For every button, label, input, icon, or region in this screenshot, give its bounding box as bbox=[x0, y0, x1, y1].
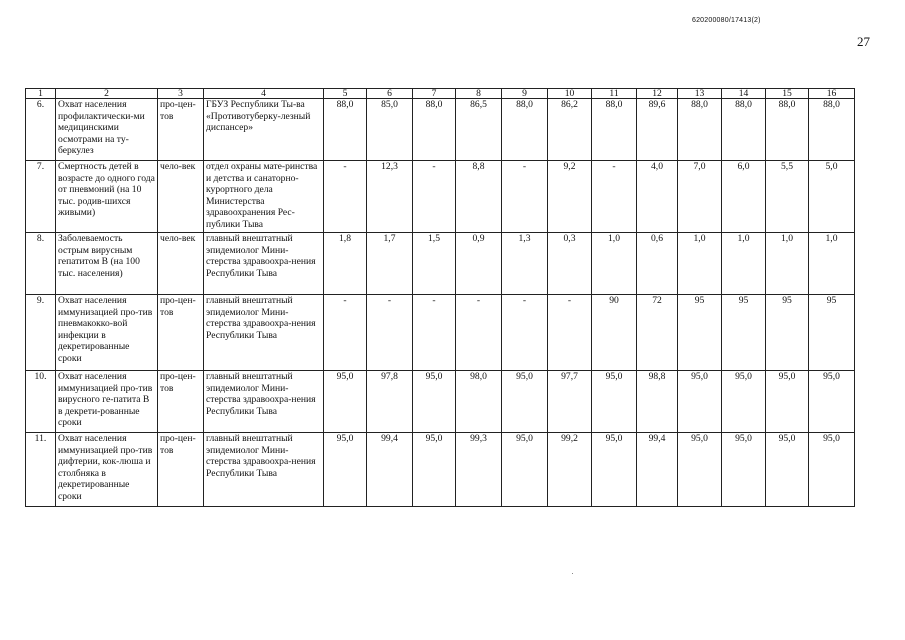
value-cell: 95 bbox=[678, 295, 722, 371]
row-number-cell: 6. bbox=[26, 99, 56, 161]
header-cell: 13 bbox=[678, 89, 722, 99]
value-cell: 12,3 bbox=[367, 161, 413, 233]
header-cell: 9 bbox=[502, 89, 548, 99]
value-cell: 99,3 bbox=[456, 433, 502, 507]
value-cell: 88,0 bbox=[766, 99, 809, 161]
unit-cell: про-цен-тов bbox=[158, 295, 204, 371]
value-cell: 86,5 bbox=[456, 99, 502, 161]
value-cell: 97,7 bbox=[548, 371, 592, 433]
value-cell: 1,7 bbox=[367, 233, 413, 295]
value-cell: 1,3 bbox=[502, 233, 548, 295]
value-cell: 95,0 bbox=[766, 433, 809, 507]
value-cell: 86,2 bbox=[548, 99, 592, 161]
value-cell: 95,0 bbox=[722, 433, 766, 507]
value-cell: - bbox=[413, 161, 456, 233]
value-cell: 4,0 bbox=[637, 161, 678, 233]
table-row bbox=[26, 433, 855, 507]
responsible-cell: главный внештатный эпидемиолог Мини-стерства здравоохра-нения Республики Тыва bbox=[204, 371, 324, 433]
value-cell: - bbox=[456, 295, 502, 371]
table-row bbox=[26, 161, 855, 233]
value-cell: 1,0 bbox=[809, 233, 855, 295]
indicator-cell: Охват населения иммунизацией про-тив дифтерии, кок-люша и столбняка в декретированные сроки bbox=[56, 433, 158, 507]
header-cell: 6 bbox=[367, 89, 413, 99]
value-cell: 72 bbox=[637, 295, 678, 371]
indicator-cell: Охват населения иммунизацией про-тив пневмакокко-вой инфекции в декретированные сроки bbox=[56, 295, 158, 371]
row-number-cell: 8. bbox=[26, 233, 56, 295]
value-cell: 95,0 bbox=[722, 371, 766, 433]
header-cell: 8 bbox=[456, 89, 502, 99]
value-cell: 95,0 bbox=[413, 433, 456, 507]
value-cell: - bbox=[548, 295, 592, 371]
value-cell: 1,0 bbox=[678, 233, 722, 295]
header-cell: 1 bbox=[26, 89, 56, 99]
scan-artifact bbox=[572, 573, 573, 574]
value-cell: 99,4 bbox=[367, 433, 413, 507]
value-cell: 98,0 bbox=[456, 371, 502, 433]
value-cell: 95,0 bbox=[809, 433, 855, 507]
value-cell: 95,0 bbox=[324, 371, 367, 433]
unit-cell: про-цен-тов bbox=[158, 371, 204, 433]
responsible-cell: главный внештатный эпидемиолог Мини-стерства здравоохра-нения Республики Тыва bbox=[204, 295, 324, 371]
value-cell: 95 bbox=[809, 295, 855, 371]
value-cell: 95,0 bbox=[502, 433, 548, 507]
value-cell: 95,0 bbox=[678, 371, 722, 433]
row-number-cell: 7. bbox=[26, 161, 56, 233]
value-cell: 95,0 bbox=[413, 371, 456, 433]
value-cell: 88,0 bbox=[324, 99, 367, 161]
value-cell: 88,0 bbox=[722, 99, 766, 161]
value-cell: 6,0 bbox=[722, 161, 766, 233]
row-number-cell: 11. bbox=[26, 433, 56, 507]
document-code: 620200080/17413(2) bbox=[692, 17, 761, 24]
indicators-table bbox=[25, 88, 855, 507]
value-cell: 85,0 bbox=[367, 99, 413, 161]
table-row bbox=[26, 233, 855, 295]
header-cell: 15 bbox=[766, 89, 809, 99]
indicator-cell: Охват населения иммунизацией про-тив вирусного ге-патита В в декрети-рованные сроки bbox=[56, 371, 158, 433]
value-cell: 99,4 bbox=[637, 433, 678, 507]
value-cell: 90 bbox=[592, 295, 637, 371]
table-row bbox=[26, 371, 855, 433]
value-cell: 0,3 bbox=[548, 233, 592, 295]
value-cell: 8,8 bbox=[456, 161, 502, 233]
header-cell: 4 bbox=[204, 89, 324, 99]
table-row bbox=[26, 99, 855, 161]
table-row bbox=[26, 295, 855, 371]
row-number-cell: 10. bbox=[26, 371, 56, 433]
value-cell: - bbox=[592, 161, 637, 233]
value-cell: 1,5 bbox=[413, 233, 456, 295]
value-cell: 88,0 bbox=[502, 99, 548, 161]
value-cell: 98,8 bbox=[637, 371, 678, 433]
value-cell: - bbox=[413, 295, 456, 371]
unit-cell: чело-век bbox=[158, 161, 204, 233]
value-cell: 95,0 bbox=[809, 371, 855, 433]
responsible-cell: ГБУЗ Республики Ты-ва «Противотуберку-лезный диспансер» bbox=[204, 99, 324, 161]
unit-cell: про-цен-тов bbox=[158, 99, 204, 161]
value-cell: 95,0 bbox=[678, 433, 722, 507]
value-cell: 97,8 bbox=[367, 371, 413, 433]
value-cell: 95,0 bbox=[592, 433, 637, 507]
row-number-cell: 9. bbox=[26, 295, 56, 371]
header-cell: 12 bbox=[637, 89, 678, 99]
value-cell: 0,9 bbox=[456, 233, 502, 295]
value-cell: 88,0 bbox=[592, 99, 637, 161]
header-cell: 14 bbox=[722, 89, 766, 99]
unit-cell: про-цен-тов bbox=[158, 433, 204, 507]
value-cell: 95,0 bbox=[324, 433, 367, 507]
value-cell: 99,2 bbox=[548, 433, 592, 507]
header-cell: 11 bbox=[592, 89, 637, 99]
header-cell: 3 bbox=[158, 89, 204, 99]
responsible-cell: главный внештатный эпидемиолог Мини-стерства здравоохра-нения Республики Тыва bbox=[204, 233, 324, 295]
header-cell: 7 bbox=[413, 89, 456, 99]
value-cell: 95 bbox=[766, 295, 809, 371]
header-cell: 10 bbox=[548, 89, 592, 99]
value-cell: 1,0 bbox=[766, 233, 809, 295]
header-cell: 5 bbox=[324, 89, 367, 99]
value-cell: - bbox=[324, 295, 367, 371]
value-cell: 95,0 bbox=[766, 371, 809, 433]
value-cell: 95,0 bbox=[592, 371, 637, 433]
value-cell: 95,0 bbox=[502, 371, 548, 433]
value-cell: 1,8 bbox=[324, 233, 367, 295]
value-cell: 88,0 bbox=[413, 99, 456, 161]
table-header-row bbox=[26, 89, 855, 99]
value-cell: 88,0 bbox=[809, 99, 855, 161]
value-cell: 88,0 bbox=[678, 99, 722, 161]
header-cell: 16 bbox=[809, 89, 855, 99]
value-cell: 5,0 bbox=[809, 161, 855, 233]
page-number: 27 bbox=[857, 34, 870, 49]
value-cell: 5,5 bbox=[766, 161, 809, 233]
value-cell: 9,2 bbox=[548, 161, 592, 233]
value-cell: 1,0 bbox=[592, 233, 637, 295]
unit-cell: чело-век bbox=[158, 233, 204, 295]
indicator-cell: Смертность детей в возрасте до одного года от пневмоний (на 10 тыс. родив-шихся живыми) bbox=[56, 161, 158, 233]
value-cell: 1,0 bbox=[722, 233, 766, 295]
value-cell: - bbox=[502, 161, 548, 233]
value-cell: 0,6 bbox=[637, 233, 678, 295]
value-cell: 7,0 bbox=[678, 161, 722, 233]
header-cell: 2 bbox=[56, 89, 158, 99]
indicator-cell: Заболеваемость острым вирусным гепатитом В (на 100 тыс. населения) bbox=[56, 233, 158, 295]
responsible-cell: отдел охраны мате-ринства и детства и санаторно-курортного дела Министерства здравоохранения Рес-публики Тыва bbox=[204, 161, 324, 233]
value-cell: - bbox=[324, 161, 367, 233]
value-cell: - bbox=[502, 295, 548, 371]
value-cell: - bbox=[367, 295, 413, 371]
value-cell: 95 bbox=[722, 295, 766, 371]
value-cell: 89,6 bbox=[637, 99, 678, 161]
indicator-cell: Охват населения профилактически-ми медицинскими осмотрами на ту-беркулез bbox=[56, 99, 158, 161]
responsible-cell: главный внештатный эпидемиолог Мини-стерства здравоохра-нения Республики Тыва bbox=[204, 433, 324, 507]
